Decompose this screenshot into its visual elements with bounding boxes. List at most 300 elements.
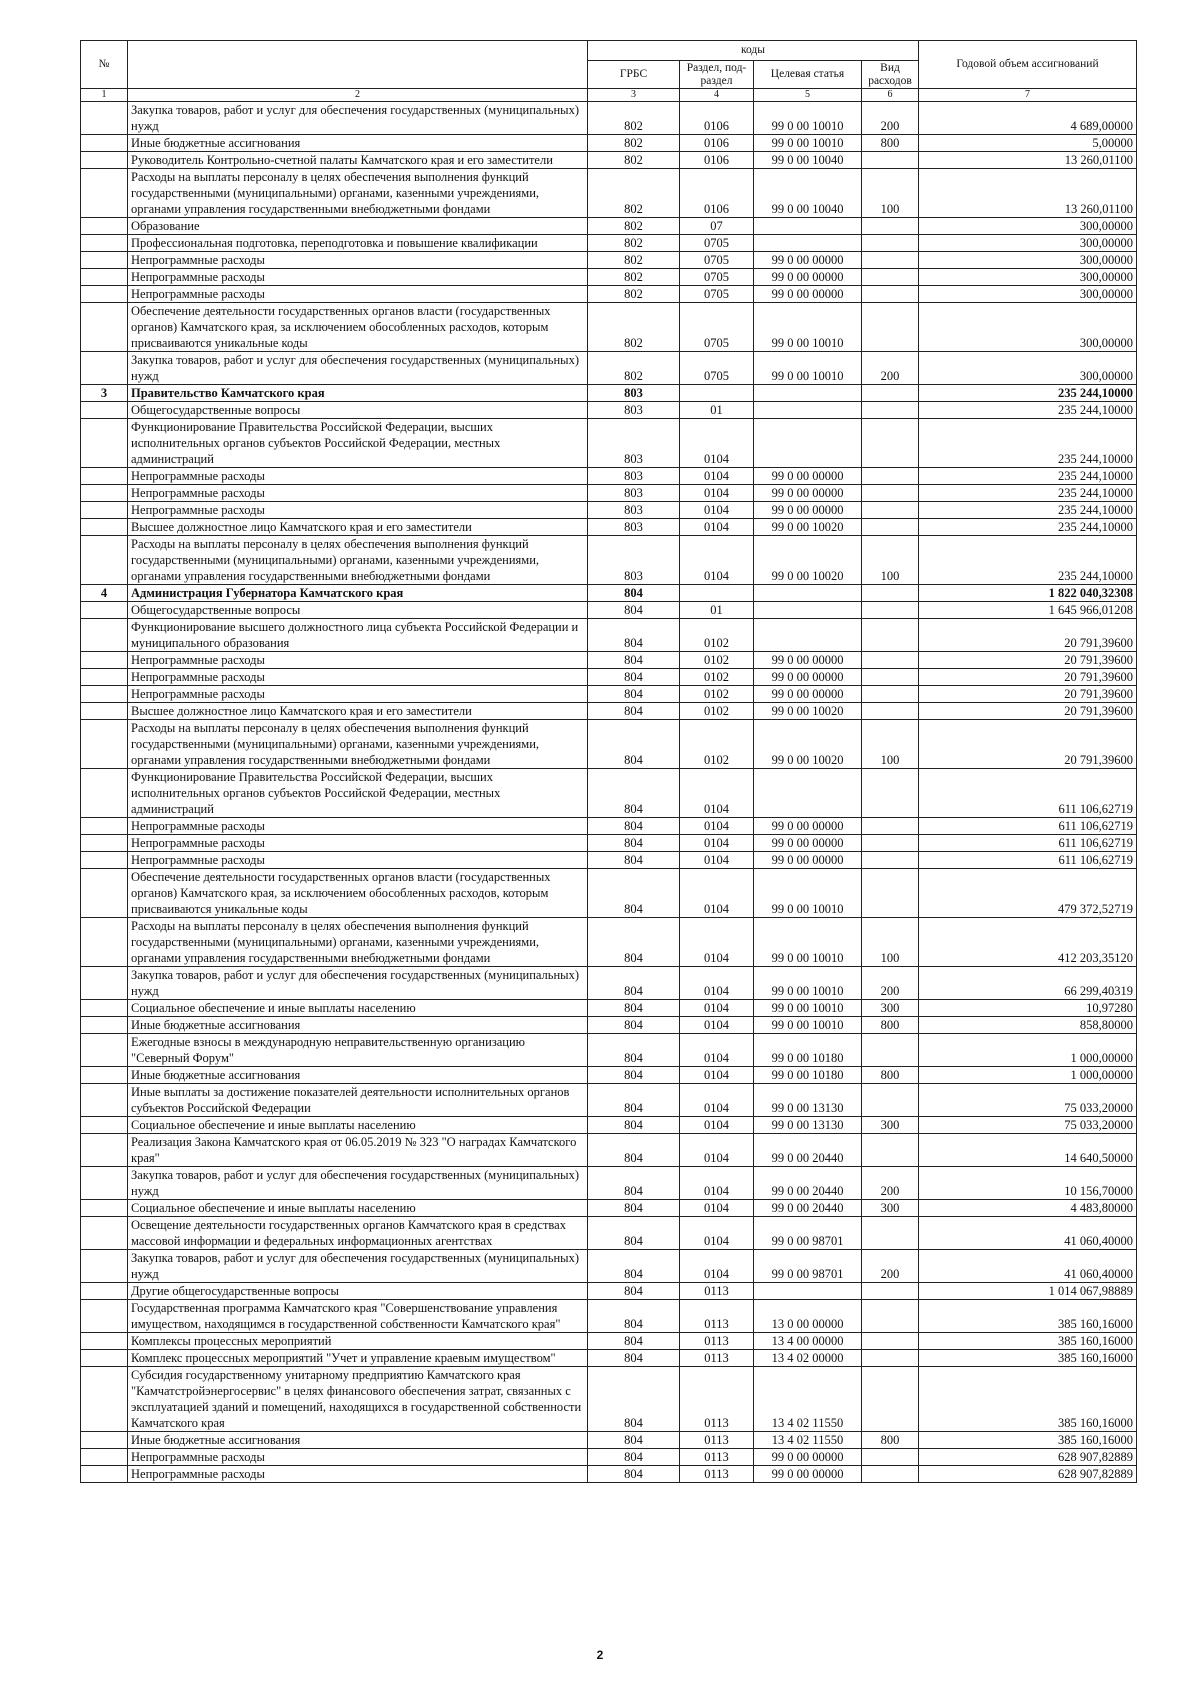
row-number <box>81 102 128 135</box>
row-expense-type: 200 <box>862 102 919 135</box>
row-number <box>81 1217 128 1250</box>
table-row <box>81 1067 1137 1084</box>
row-grbs: 802 <box>588 286 680 303</box>
row-amount: 235 244,10000 <box>919 502 1137 519</box>
row-target <box>754 619 862 652</box>
row-grbs: 804 <box>588 1017 680 1034</box>
row-grbs: 804 <box>588 1134 680 1167</box>
row-number <box>81 485 128 502</box>
row-section: 0102 <box>680 652 754 669</box>
table-header <box>81 41 1137 102</box>
row-section: 0104 <box>680 1134 754 1167</box>
row-name: Комплексы процессных мероприятий <box>128 1333 588 1350</box>
row-number <box>81 967 128 1000</box>
table-row <box>81 1167 1137 1200</box>
row-name: Обеспечение деятельности государственных органов власти (государственных органов) Камчатского края, за исключением обособленных расходов, которым присваиваются уникальные коды <box>128 869 588 918</box>
table-row <box>81 818 1137 835</box>
table-row <box>81 720 1137 769</box>
row-number <box>81 1117 128 1134</box>
row-grbs: 802 <box>588 102 680 135</box>
row-target: 99 0 00 00000 <box>754 818 862 835</box>
row-number <box>81 1200 128 1217</box>
row-grbs: 804 <box>588 1250 680 1283</box>
table-row <box>81 1367 1137 1432</box>
row-amount: 1 645 966,01208 <box>919 602 1137 619</box>
row-grbs: 804 <box>588 585 680 602</box>
row-expense-type <box>862 252 919 269</box>
row-target <box>754 769 862 818</box>
header-name <box>128 41 588 89</box>
row-name: Непрограммные расходы <box>128 252 588 269</box>
row-expense-type <box>862 835 919 852</box>
table-row <box>81 235 1137 252</box>
table-row <box>81 502 1137 519</box>
row-amount: 41 060,40000 <box>919 1217 1137 1250</box>
row-section: 0104 <box>680 918 754 967</box>
row-section <box>680 585 754 602</box>
row-grbs: 803 <box>588 468 680 485</box>
row-amount: 385 160,16000 <box>919 1367 1137 1432</box>
row-grbs: 804 <box>588 1283 680 1300</box>
row-amount: 4 689,00000 <box>919 102 1137 135</box>
row-name: Другие общегосударственные вопросы <box>128 1283 588 1300</box>
row-name: Субсидия государственному унитарному предприятию Камчатского края "Камчатстройэнергосервис" в целях финансового обеспечения затрат, связанных с эксплуатацией зданий и помещений, находящихся в государственной собственности Камчатского края <box>128 1367 588 1432</box>
row-amount: 385 160,16000 <box>919 1333 1137 1350</box>
row-amount: 300,00000 <box>919 218 1137 235</box>
table-row <box>81 602 1137 619</box>
row-name: Непрограммные расходы <box>128 502 588 519</box>
row-amount: 235 244,10000 <box>919 402 1137 419</box>
row-number <box>81 1283 128 1300</box>
row-name: Иные бюджетные ассигнования <box>128 1432 588 1449</box>
row-amount: 412 203,35120 <box>919 918 1137 967</box>
row-target: 99 0 00 13130 <box>754 1117 862 1134</box>
row-section: 0705 <box>680 286 754 303</box>
row-target: 13 4 02 00000 <box>754 1350 862 1367</box>
row-section: 0104 <box>680 536 754 585</box>
row-target: 99 0 00 00000 <box>754 485 862 502</box>
table-row <box>81 252 1137 269</box>
row-amount: 20 791,39600 <box>919 720 1137 769</box>
row-target <box>754 218 862 235</box>
row-section: 0705 <box>680 303 754 352</box>
row-grbs: 804 <box>588 720 680 769</box>
column-number: 6 <box>862 89 919 102</box>
row-expense-type <box>862 585 919 602</box>
row-name: Функционирование высшего должностного лица субъекта Российской Федерации и муниципального образования <box>128 619 588 652</box>
row-amount: 235 244,10000 <box>919 419 1137 468</box>
row-amount: 20 791,39600 <box>919 669 1137 686</box>
row-grbs: 804 <box>588 869 680 918</box>
row-grbs: 803 <box>588 536 680 585</box>
column-number: 4 <box>680 89 754 102</box>
table-row <box>81 869 1137 918</box>
row-grbs: 804 <box>588 1333 680 1350</box>
row-number <box>81 502 128 519</box>
row-number <box>81 169 128 218</box>
table-row <box>81 652 1137 669</box>
row-number <box>81 1333 128 1350</box>
row-expense-type <box>862 468 919 485</box>
row-amount: 300,00000 <box>919 235 1137 252</box>
column-number: 7 <box>919 89 1137 102</box>
row-amount: 300,00000 <box>919 286 1137 303</box>
row-name: Высшее должностное лицо Камчатского края и его заместители <box>128 519 588 536</box>
row-amount: 628 907,82889 <box>919 1466 1137 1483</box>
row-section: 0104 <box>680 1117 754 1134</box>
row-expense-type <box>862 1333 919 1350</box>
row-grbs: 802 <box>588 269 680 286</box>
row-grbs: 804 <box>588 1217 680 1250</box>
row-expense-type <box>862 235 919 252</box>
row-target: 99 0 00 10010 <box>754 918 862 967</box>
row-expense-type <box>862 869 919 918</box>
table-row <box>81 1217 1137 1250</box>
row-target: 99 0 00 00000 <box>754 686 862 703</box>
row-section: 0705 <box>680 269 754 286</box>
row-expense-type <box>862 1466 919 1483</box>
row-expense-type <box>862 502 919 519</box>
row-expense-type: 200 <box>862 1250 919 1283</box>
header-number: № <box>81 41 128 89</box>
table-row <box>81 102 1137 135</box>
row-number <box>81 135 128 152</box>
row-name: Обеспечение деятельности государственных органов власти (государственных органов) Камчатского края, за исключением обособленных расходов, которым присваиваются уникальные коды <box>128 303 588 352</box>
row-target: 99 0 00 00000 <box>754 1449 862 1466</box>
row-section: 0113 <box>680 1283 754 1300</box>
table-row <box>81 918 1137 967</box>
row-name: Расходы на выплаты персоналу в целях обеспечения выполнения функций государственными (муниципальными) органами, казенными учреждениями, органами управления государственными внебюджетными фондами <box>128 720 588 769</box>
row-target: 99 0 00 10020 <box>754 720 862 769</box>
row-number <box>81 686 128 703</box>
row-name: Непрограммные расходы <box>128 286 588 303</box>
row-expense-type: 800 <box>862 1067 919 1084</box>
row-section: 0705 <box>680 235 754 252</box>
row-number <box>81 1466 128 1483</box>
row-expense-type: 100 <box>862 169 919 218</box>
row-section: 0106 <box>680 169 754 218</box>
row-grbs: 804 <box>588 1000 680 1017</box>
row-section: 0104 <box>680 967 754 1000</box>
row-expense-type <box>862 686 919 703</box>
row-section: 01 <box>680 402 754 419</box>
row-number <box>81 468 128 485</box>
row-amount: 858,80000 <box>919 1017 1137 1034</box>
row-amount: 10 156,70000 <box>919 1167 1137 1200</box>
row-amount: 1 000,00000 <box>919 1067 1137 1084</box>
row-target: 99 0 00 98701 <box>754 1250 862 1283</box>
row-grbs: 802 <box>588 252 680 269</box>
row-target: 13 4 02 11550 <box>754 1367 862 1432</box>
row-target: 99 0 00 10010 <box>754 303 862 352</box>
row-amount: 628 907,82889 <box>919 1449 1137 1466</box>
row-name: Иные бюджетные ассигнования <box>128 1017 588 1034</box>
row-name: Непрограммные расходы <box>128 835 588 852</box>
row-target: 99 0 00 10040 <box>754 152 862 169</box>
row-amount: 300,00000 <box>919 252 1137 269</box>
row-expense-type <box>862 669 919 686</box>
row-section: 0104 <box>680 1017 754 1034</box>
row-number <box>81 519 128 536</box>
row-amount: 41 060,40000 <box>919 1250 1137 1283</box>
row-number <box>81 303 128 352</box>
row-target: 99 0 00 10020 <box>754 536 862 585</box>
row-section: 0102 <box>680 619 754 652</box>
row-name: Профессиональная подготовка, переподготовка и повышение квалификации <box>128 235 588 252</box>
row-section: 0104 <box>680 835 754 852</box>
row-section: 0104 <box>680 869 754 918</box>
table-row <box>81 669 1137 686</box>
row-amount: 5,00000 <box>919 135 1137 152</box>
row-expense-type: 100 <box>862 720 919 769</box>
row-number <box>81 918 128 967</box>
row-target <box>754 419 862 468</box>
row-number <box>81 602 128 619</box>
row-name: Непрограммные расходы <box>128 1466 588 1483</box>
row-section: 0102 <box>680 720 754 769</box>
row-section: 0113 <box>680 1432 754 1449</box>
row-section: 0104 <box>680 1084 754 1117</box>
row-grbs: 804 <box>588 1067 680 1084</box>
row-number <box>81 652 128 669</box>
row-grbs: 802 <box>588 235 680 252</box>
table-row <box>81 169 1137 218</box>
row-expense-type <box>862 1134 919 1167</box>
row-number <box>81 269 128 286</box>
row-number <box>81 769 128 818</box>
row-grbs: 804 <box>588 1034 680 1067</box>
row-section: 0104 <box>680 1167 754 1200</box>
row-name: Непрограммные расходы <box>128 1449 588 1466</box>
row-number <box>81 536 128 585</box>
row-section: 0106 <box>680 152 754 169</box>
column-number: 3 <box>588 89 680 102</box>
row-expense-type <box>862 286 919 303</box>
row-expense-type <box>862 1449 919 1466</box>
row-grbs: 803 <box>588 519 680 536</box>
row-target <box>754 385 862 402</box>
row-target: 99 0 00 00000 <box>754 669 862 686</box>
row-expense-type <box>862 703 919 720</box>
table-row <box>81 686 1137 703</box>
row-target: 99 0 00 10020 <box>754 519 862 536</box>
row-target: 99 0 00 00000 <box>754 652 862 669</box>
row-name: Непрограммные расходы <box>128 468 588 485</box>
table-row <box>81 1034 1137 1067</box>
table-row <box>81 303 1137 352</box>
row-number <box>81 1432 128 1449</box>
row-grbs: 804 <box>588 619 680 652</box>
row-amount: 235 244,10000 <box>919 519 1137 536</box>
header-target: Целевая статья <box>754 61 862 89</box>
row-expense-type <box>862 218 919 235</box>
row-grbs: 804 <box>588 1449 680 1466</box>
table-row <box>81 1432 1137 1449</box>
row-number <box>81 852 128 869</box>
row-section: 0113 <box>680 1367 754 1432</box>
table-row <box>81 419 1137 468</box>
row-section: 07 <box>680 218 754 235</box>
row-amount: 235 244,10000 <box>919 485 1137 502</box>
table-row <box>81 536 1137 585</box>
row-grbs: 802 <box>588 169 680 218</box>
header-expense-type: Вид расходов <box>862 61 919 89</box>
row-section <box>680 385 754 402</box>
row-target: 13 0 00 00000 <box>754 1300 862 1333</box>
row-grbs: 804 <box>588 818 680 835</box>
row-name: Государственная программа Камчатского края "Совершенствование управления имуществом, находящимся в государственной собственности Камчатского края" <box>128 1300 588 1333</box>
row-name: Общегосударственные вопросы <box>128 602 588 619</box>
table-row <box>81 619 1137 652</box>
row-target: 99 0 00 10010 <box>754 1000 862 1017</box>
header-codes: коды <box>588 41 919 61</box>
row-amount: 20 791,39600 <box>919 703 1137 720</box>
row-expense-type <box>862 419 919 468</box>
row-number <box>81 1017 128 1034</box>
row-target: 99 0 00 10010 <box>754 135 862 152</box>
table-row <box>81 218 1137 235</box>
row-section: 0102 <box>680 669 754 686</box>
row-expense-type: 300 <box>862 1000 919 1017</box>
row-grbs: 804 <box>588 1200 680 1217</box>
row-section: 01 <box>680 602 754 619</box>
row-expense-type: 800 <box>862 1017 919 1034</box>
table-row <box>81 1134 1137 1167</box>
table-row <box>81 1117 1137 1134</box>
row-number <box>81 720 128 769</box>
row-amount: 385 160,16000 <box>919 1300 1137 1333</box>
row-target: 99 0 00 10010 <box>754 352 862 385</box>
row-amount: 75 033,20000 <box>919 1084 1137 1117</box>
row-target: 99 0 00 00000 <box>754 286 862 303</box>
row-target: 99 0 00 10010 <box>754 869 862 918</box>
row-expense-type <box>862 1217 919 1250</box>
row-amount: 1 014 067,98889 <box>919 1283 1137 1300</box>
row-section: 0104 <box>680 769 754 818</box>
row-target <box>754 235 862 252</box>
row-target: 99 0 00 10180 <box>754 1067 862 1084</box>
row-grbs: 803 <box>588 402 680 419</box>
row-amount: 235 244,10000 <box>919 536 1137 585</box>
row-name: Руководитель Контрольно-счетной палаты Камчатского края и его заместители <box>128 152 588 169</box>
row-number <box>81 252 128 269</box>
row-number: 3 <box>81 385 128 402</box>
row-name: Социальное обеспечение и иные выплаты населению <box>128 1000 588 1017</box>
row-number <box>81 1367 128 1432</box>
column-number: 2 <box>128 89 588 102</box>
row-target: 99 0 00 10040 <box>754 169 862 218</box>
row-grbs: 803 <box>588 385 680 402</box>
row-grbs: 804 <box>588 652 680 669</box>
row-name: Иные бюджетные ассигнования <box>128 1067 588 1084</box>
table-row <box>81 1350 1137 1367</box>
row-expense-type <box>862 1283 919 1300</box>
table-row <box>81 135 1137 152</box>
row-target: 99 0 00 00000 <box>754 502 862 519</box>
row-number <box>81 1034 128 1067</box>
table-row <box>81 852 1137 869</box>
row-number <box>81 218 128 235</box>
row-amount: 13 260,01100 <box>919 152 1137 169</box>
row-grbs: 802 <box>588 303 680 352</box>
table-row <box>81 402 1137 419</box>
row-grbs: 802 <box>588 218 680 235</box>
table-row <box>81 152 1137 169</box>
row-name: Социальное обеспечение и иные выплаты населению <box>128 1117 588 1134</box>
row-expense-type <box>862 385 919 402</box>
row-grbs: 804 <box>588 669 680 686</box>
row-name: Расходы на выплаты персоналу в целях обеспечения выполнения функций государственными (муниципальными) органами, казенными учреждениями, органами управления государственными внебюджетными фондами <box>128 169 588 218</box>
row-expense-type: 800 <box>862 135 919 152</box>
row-number <box>81 818 128 835</box>
row-name: Общегосударственные вопросы <box>128 402 588 419</box>
row-target: 99 0 00 10180 <box>754 1034 862 1067</box>
page-number: 2 <box>596 1648 604 1662</box>
row-target: 99 0 00 10010 <box>754 102 862 135</box>
row-number <box>81 402 128 419</box>
row-expense-type: 200 <box>862 352 919 385</box>
row-grbs: 804 <box>588 602 680 619</box>
row-number <box>81 703 128 720</box>
row-target: 99 0 00 00000 <box>754 1466 862 1483</box>
row-expense-type: 100 <box>862 918 919 967</box>
table-row <box>81 1283 1137 1300</box>
row-target: 99 0 00 00000 <box>754 252 862 269</box>
row-target: 99 0 00 98701 <box>754 1217 862 1250</box>
row-number <box>81 235 128 252</box>
row-name: Освещение деятельности государственных органов Камчатского края в средствах массовой информации и федеральных информационных агентствах <box>128 1217 588 1250</box>
row-grbs: 804 <box>588 769 680 818</box>
row-amount: 385 160,16000 <box>919 1350 1137 1367</box>
table-row <box>81 1084 1137 1117</box>
row-amount: 20 791,39600 <box>919 686 1137 703</box>
row-number: 4 <box>81 585 128 602</box>
row-expense-type <box>862 485 919 502</box>
row-expense-type <box>862 852 919 869</box>
row-expense-type <box>862 519 919 536</box>
row-name: Непрограммные расходы <box>128 485 588 502</box>
row-name: Реализация Закона Камчатского края от 06.05.2019 № 323 "О наградах Камчатского края" <box>128 1134 588 1167</box>
row-section: 0104 <box>680 1067 754 1084</box>
row-section: 0113 <box>680 1449 754 1466</box>
row-section: 0104 <box>680 519 754 536</box>
table-row <box>81 835 1137 852</box>
row-expense-type: 800 <box>862 1432 919 1449</box>
row-amount: 300,00000 <box>919 269 1137 286</box>
row-target: 99 0 00 10020 <box>754 703 862 720</box>
row-target: 99 0 00 00000 <box>754 835 862 852</box>
row-name: Непрограммные расходы <box>128 852 588 869</box>
row-target: 99 0 00 00000 <box>754 269 862 286</box>
row-name: Непрограммные расходы <box>128 686 588 703</box>
table-row <box>81 485 1137 502</box>
row-target <box>754 402 862 419</box>
row-section: 0113 <box>680 1466 754 1483</box>
row-expense-type <box>862 402 919 419</box>
table-row <box>81 1250 1137 1283</box>
row-number <box>81 1000 128 1017</box>
row-section: 0104 <box>680 502 754 519</box>
row-name: Функционирование Правительства Российской Федерации, высших исполнительных органов субъектов Российской Федерации, местных администраций <box>128 419 588 468</box>
row-number <box>81 1067 128 1084</box>
row-expense-type <box>862 1300 919 1333</box>
row-target: 99 0 00 00000 <box>754 468 862 485</box>
row-number <box>81 152 128 169</box>
row-target: 13 4 02 11550 <box>754 1432 862 1449</box>
row-name: Закупка товаров, работ и услуг для обеспечения государственных (муниципальных) нужд <box>128 967 588 1000</box>
row-number <box>81 669 128 686</box>
row-number <box>81 1250 128 1283</box>
